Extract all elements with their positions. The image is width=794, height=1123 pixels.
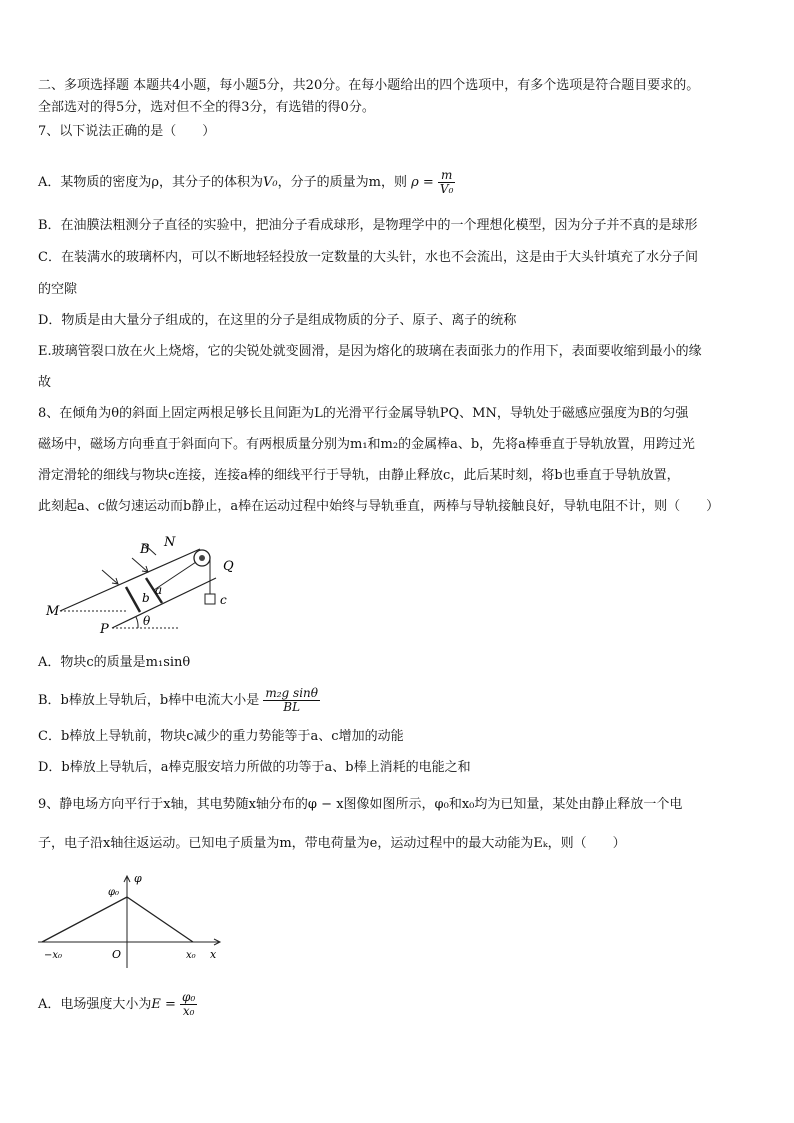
q7-option-a-v0: V₀: [263, 175, 278, 190]
label-neg-x0: −x₀: [44, 950, 63, 961]
fraction-denominator: x₀: [182, 1004, 195, 1018]
label-theta: θ: [143, 614, 151, 628]
axis-label-x: x: [210, 948, 217, 961]
q7-option-a-mid: ，分子的质量为m，则: [277, 175, 407, 190]
label-origin: O: [112, 948, 122, 961]
q7-option-a-prefix: A．某物质的密度为ρ，其分子的体积为: [38, 175, 264, 190]
block-c: [205, 594, 215, 604]
q9-phi-x-graph: [38, 870, 228, 970]
label-c: c: [220, 593, 227, 607]
q9-option-a-fraction: [180, 991, 197, 1018]
q7-option-a: [38, 166, 455, 200]
q7-option-a-fraction: [438, 169, 455, 196]
label-n: N: [164, 535, 176, 550]
field-arrow: [132, 558, 148, 572]
field-arrow: [102, 570, 118, 584]
label-x0: x₀: [186, 950, 196, 961]
q8-stem-line2: 磁场中，磁场方向垂直于斜面向下。有两根质量分别为m₁和m₂的金属棒a、b，先将a棒垂直于导轨放置，用跨过光: [38, 437, 695, 452]
q8-option-a: A．物块c的质量是m₁sinθ: [38, 655, 191, 670]
q8-option-b-prefix: B．b棒放上导轨后，b棒中电流大小是: [38, 693, 260, 708]
q7-option-c-line2: 的空隙: [38, 282, 78, 297]
q7-stem: 7、以下说法正确的是（ ）: [38, 124, 216, 139]
fraction-numerator: m₂g sinθ: [265, 686, 318, 700]
label-b-field: B: [140, 542, 150, 557]
q8-option-d: D．b棒放上导轨后，a棒克服安培力所做的功等于a、b棒上消耗的电能之和: [38, 760, 471, 775]
q9-option-a: [38, 988, 197, 1022]
label-q: Q: [223, 559, 234, 574]
q7-option-e-line2: 故: [38, 375, 52, 390]
rail-pq: [112, 578, 216, 628]
phi-curve: [42, 897, 193, 942]
theta-arc: [136, 617, 138, 628]
section-header-line2: 全部选对的得5分，选对但不全的得3分，有选错的得0分。: [38, 100, 375, 115]
axis-label-phi: φ: [134, 872, 142, 885]
q9-stem-line1: 9、静电场方向平行于x轴，其电势随x轴分布的φ − x图像如图所示，φ₀和x₀均为已知量，某处由静止释放一个电: [38, 797, 683, 812]
q8-incline-figure: [40, 532, 250, 642]
q8-option-b: [38, 686, 320, 716]
fraction-denominator: BL: [283, 700, 301, 714]
q8-option-c: C．b棒放上导轨前，物块c减少的重力势能等于a、c增加的动能: [38, 729, 404, 744]
fraction-numerator: φ₀: [182, 990, 196, 1004]
label-a: a: [155, 583, 163, 597]
q9-option-a-prefix: A．电场强度大小为: [38, 997, 152, 1012]
rail-mn: [60, 549, 200, 611]
q9-stem-line2: 子，电子沿x轴往返运动。已知电子质量为m，带电荷量为e，运动过程中的最大动能为Eₖ，则（ ）: [38, 836, 626, 851]
pulley-axle-icon: [199, 555, 205, 561]
rod-b: [126, 587, 140, 612]
label-m: M: [46, 604, 60, 619]
label-b-rod: b: [142, 591, 150, 605]
q7-option-e-line1: E.玻璃管裂口放在火上烧熔，它的尖锐处就变圆滑，是因为熔化的玻璃在表面张力的作用下，表面要收缩到最小的缘: [38, 344, 702, 359]
q9-option-a-e-eq: E =: [151, 997, 176, 1012]
section-header-line1: 二、多项选择题 本题共4小题，每小题5分，共20分。在每小题给出的四个选项中，有多个选项是符合题目要求的。: [38, 78, 700, 93]
fraction-denominator: V₀: [439, 182, 454, 196]
q7-option-a-rho-eq: ρ =: [411, 175, 434, 190]
label-phi0: φ₀: [108, 887, 120, 898]
q8-stem-line1: 8、在倾角为θ的斜面上固定两根足够长且间距为L的光滑平行金属导轨PQ、MN，导轨处于磁感应强度为B的匀强: [38, 406, 689, 421]
fraction-numerator: m: [438, 169, 455, 183]
q7-option-b: B．在油膜法粗测分子直径的实验中，把油分子看成球形，是物理学中的一个理想化模型，因为分子并不真的是球形: [38, 218, 698, 233]
q7-option-c-line1: C．在装满水的玻璃杯内，可以不断地轻轻投放一定数量的大头针，水也不会流出，这是由于大头针填充了水分子间: [38, 250, 698, 265]
q8-stem-line4: 此刻起a、c做匀速运动而b静止，a棒在运动过程中始终与导轨垂直，两棒与导轨接触良好，导轨电阻不计，则（ ）: [38, 499, 720, 514]
label-p: P: [100, 622, 109, 637]
q8-option-b-fraction: [263, 687, 320, 714]
q8-stem-line3: 滑定滑轮的细线与物块c连接，连接a棒的细线平行于导轨，由静止释放c，此后某时刻，将b也垂直于导轨放置，: [38, 468, 680, 483]
q7-option-d: D．物质是由大量分子组成的，在这里的分子是组成物质的分子、原子、离子的统称: [38, 313, 517, 328]
